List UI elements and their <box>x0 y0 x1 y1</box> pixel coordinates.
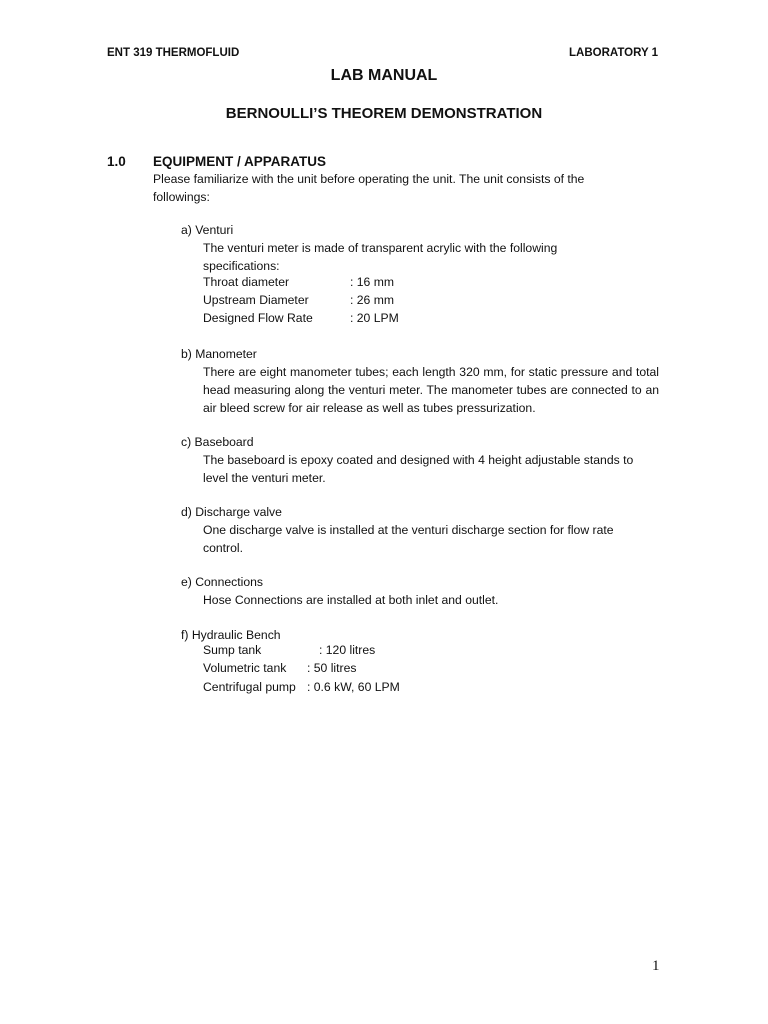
item-discharge-text: One discharge valve is installed at the venturi discharge section for flow rate control. <box>203 523 614 555</box>
spec-name: Centrifugal pump <box>203 680 296 694</box>
section-intro: Please familiarize with the unit before operating the unit. The unit consists of the followings: <box>153 172 585 204</box>
item-discharge-label: d) Discharge valve <box>181 505 282 519</box>
item-bench-label: f) Hydraulic Bench <box>181 628 281 642</box>
spec-name: Sump tank <box>203 643 262 657</box>
item-connections-label: e) Connections <box>181 575 263 589</box>
spec-name: Designed Flow Rate <box>203 311 313 325</box>
header-lab: LABORATORY 1 <box>569 47 659 59</box>
item-baseboard-text: The baseboard is epoxy coated and designed with 4 height adjustable stands to level the venturi meter. <box>203 453 634 485</box>
spec-name: Upstream Diameter <box>203 293 309 307</box>
section-number: 1.0 <box>107 154 126 169</box>
item-manometer-text: There are eight manometer tubes; each length 320 mm, for static pressure and total head measuring along the venturi meter. The manometer tubes are connected to an air bleed screw for air release as well as tubes pressurization. <box>203 365 659 415</box>
item-venturi-label: a) Venturi <box>181 223 234 237</box>
spec-value: : 120 litres <box>319 643 376 657</box>
page-subtitle: BERNOULLI’S THEOREM DEMONSTRATION <box>225 105 543 122</box>
section-title: EQUIPMENT / APPARATUS <box>153 154 327 169</box>
spec-value: : 20 LPM <box>350 311 399 325</box>
page-title: LAB MANUAL <box>330 67 438 84</box>
item-manometer-label: b) Manometer <box>181 347 257 361</box>
spec-value: : 50 litres <box>307 661 357 675</box>
spec-value: : 16 mm <box>350 275 395 289</box>
item-baseboard-label: c) Baseboard <box>181 435 254 449</box>
spec-name: Throat diameter <box>203 275 290 289</box>
header-course: ENT 319 THERMOFLUID <box>107 47 240 59</box>
spec-name: Volumetric tank <box>203 661 287 675</box>
item-venturi-text: The venturi meter is made of transparent acrylic with the following specifications: <box>203 241 558 273</box>
spec-value: : 26 mm <box>350 293 395 307</box>
item-connections-text: Hose Connections are installed at both inlet and outlet. <box>203 593 499 607</box>
spec-value: : 0.6 kW, 60 LPM <box>307 680 400 694</box>
page-number: 1 <box>652 958 660 974</box>
